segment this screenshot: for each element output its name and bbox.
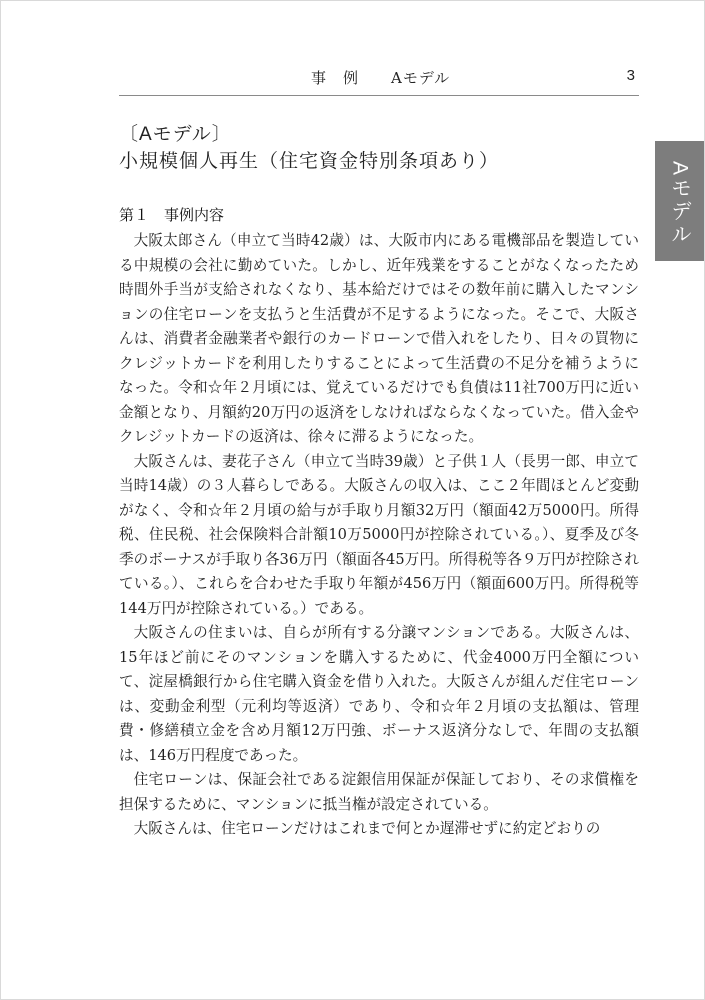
paragraph: 大阪太郎さん（申立て当時42歳）は、大阪市内にある電機部品を製造している中規模の会社に勤めていた。しかし、近年残業をすることがなくなったため時間外手当が支給されなくなり、基本給だけではその数年前に購入したマンションの住宅ローンを支払うと生活費が不足するようになった。そこで、大阪さんは、消費者金融業者や銀行のカードローンで借入れをしたり、日々の買物にクレジットカードを利用したりすることによって生活費の不足分を補うようになった。令和☆年２月頃には、覚えているだけでも負債は11社700万円に近い金額となり、月額約20万円の返済をしなければならなくなっていた。借入金やクレジットカードの返済は、徐々に滞るようになった。 — [119, 232, 639, 445]
paragraph: 大阪さんは、住宅ローンだけはこれまで何とか遅滞せずに約定どおりの — [133, 820, 601, 837]
running-header — [119, 65, 639, 96]
section-heading: 第１ 事例内容 — [119, 207, 225, 224]
chapter-thumb-tab — [655, 141, 704, 261]
chapter-label: 〔Aモデル〕 — [119, 124, 232, 145]
running-title: 事 例 Aモデル — [311, 69, 451, 87]
body-text — [119, 229, 639, 842]
page-number: 3 — [626, 67, 635, 84]
paragraph: 住宅ローンは、保証会社である淀銀信用保証が保証しており、その求償権を担保するために、マンションに抵当権が設定されている。 — [119, 771, 639, 813]
chapter-thumb-tab-label: Aモデル — [668, 161, 692, 247]
paragraph: 大阪さんは、妻花子さん（申立て当時39歳）と子供１人（長男一郎、申立て当時14歳）の３人暮らしである。大阪さんの収入は、ここ２年間ほとんど変動がなく、令和☆年２月頃の給与が手取り月額32万円（額面42万5000円。所得税、住民税、社会保険料合計額10万5000円が控除されている。）、夏季及び冬季のボーナスが手取り各36万円（額面各45万円。所得税等各９万円が控除されている。）、これらを合わせた手取り年額が456万円（額面600万円。所得税等144万円が控除されている。）である。 — [119, 452, 639, 617]
chapter-title: 小規模個人再生（住宅資金特別条項あり） — [119, 151, 500, 172]
paragraph: 大阪さんの住まいは、自らが所有する分譲マンションである。大阪さんは、15年ほど前にそのマンションを購入するために、代金4000万円全額について、淀屋橋銀行から住宅購入資金を借り入れた。大阪さんが組んだ住宅ローンは、変動金利型（元利均等返済）であり、令和☆年２月頃の支払額は、管理費・修繕積立金を含め月額12万円強、ボーナス返済分なしで、年間の支払額は、146万円程度であった。 — [119, 624, 639, 764]
